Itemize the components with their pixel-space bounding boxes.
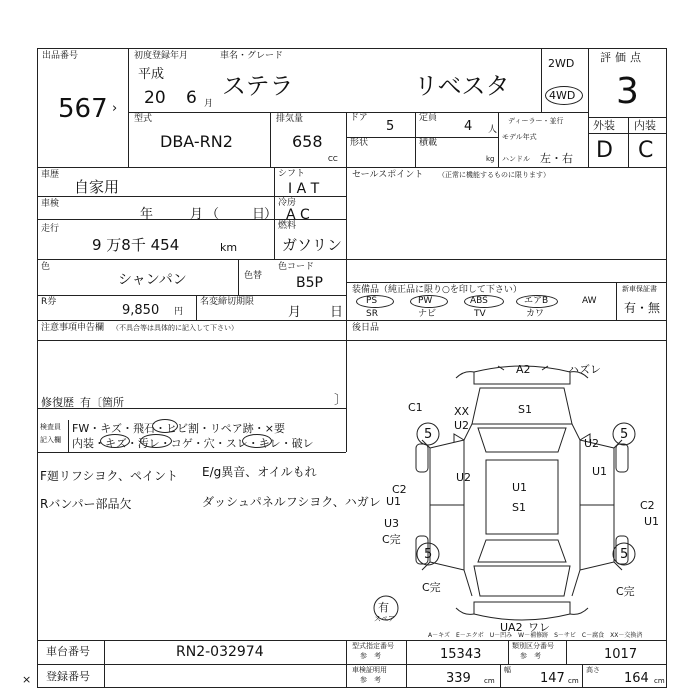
length-unit: cm [484,677,495,685]
dmg-xx: XX [454,405,470,418]
handwritten-note-3: E/g異音、オイルもれ [202,465,317,479]
ac: A C [286,207,310,223]
yen-unit: 円 [174,307,184,317]
dimensions-ref: 参 考 [360,676,381,684]
dmg-u2-left: U2 [456,471,472,484]
handle-value: 左・右 [540,152,573,165]
inspection-year: 年 [140,207,154,222]
lot-arrow: › [112,101,118,116]
interior-label: 内装 [634,119,656,132]
person-unit: 人 [488,125,498,135]
mileage: 9 万8千 454 [92,236,180,254]
chassis-label: 車台番号 [46,645,90,658]
month-unit: 月 [204,99,214,109]
dmg-c-kan-rear-right: C完 [616,585,635,598]
mileage-label: 走行 [41,224,60,234]
door-label: ドア [350,113,368,123]
circle-tobiishi [152,419,178,433]
circle-yogore [140,434,172,448]
tire-fr: 5 [620,427,629,442]
equip-aw: AW [582,296,597,306]
tire-fl: 5 [424,427,433,442]
damage-legend: A－キズ E－エクボ U－凹み W－補修跡 S－サビ C－腐食 XX－交換済 [428,632,643,639]
inspection-day: 日 [252,207,266,222]
color-code-label: 色コード [278,262,315,272]
exterior-grade: D [596,138,613,163]
repair-history-value: 有〔箇所 [80,396,124,409]
shape-label: 形状 [350,138,369,148]
cc-unit: CC [328,155,338,163]
kg-unit: kg [486,155,495,163]
fuel: ガソリン [282,236,343,254]
margin-mark: × [22,673,32,686]
name-change-month: 月 [288,305,302,320]
dmg-c-kan-rear-left: C完 [422,581,441,594]
equip-pw: PW [418,296,433,306]
dmg-u1-right: U1 [592,465,608,478]
registration-number-label: 登録番号 [46,670,90,683]
dmg-u2-front: U2 [454,419,470,432]
cc: 658 [292,132,323,151]
equip-abs: ABS [470,296,488,306]
chassis-number: RN2-032974 [176,644,264,660]
dimensions-label: 車検証明用 [352,666,387,674]
dmg-a2: A2 [516,363,531,376]
equip-leather: カワ [526,309,545,319]
warranty-label: 新車保証書 [622,285,657,293]
inspection-paren: （ [206,207,220,222]
dmg-u3: U3 [384,517,400,530]
length: 339 [446,671,471,686]
circle-sure [242,434,272,448]
dmg-u2-right: U2 [584,437,600,450]
dmg-u1-roof: U1 [512,481,528,494]
dmg-s1-hood: S1 [518,403,532,416]
model-year-label: モデル年式 [502,133,537,141]
notes-sub: （不具合等は具体的に記入して下さい） [112,324,238,332]
equipment-label: 装備品（純正品に限り○を印して下さい） [352,285,522,295]
type-designation-number: 15343 [440,647,482,662]
inspection-label: 車検 [41,199,60,209]
dmg-hazure: ハズレ [568,363,601,376]
drive-4wd: 4WD [549,89,576,102]
color: シャンパン [118,272,187,288]
circle-kizu [100,434,130,448]
inspector-label-1: 検査員 [40,423,61,431]
equip-sr: SR [366,309,378,319]
height: 164 [624,671,649,686]
color-label: 色 [41,262,51,272]
height-label: 高さ [586,666,600,674]
exterior-label: 外装 [593,119,615,132]
dmg-ware: ワレ [528,621,550,634]
height-unit: cm [654,677,665,685]
repair-history-label: 修復歴 [41,396,74,409]
cc-label: 排気量 [276,114,304,124]
dmg-u1-rside: U1 [644,515,660,528]
width: 147 [540,671,565,686]
dmg-u1-left: U1 [386,495,402,508]
spare-mark: 有 [378,601,389,614]
model-label: 型式 [134,114,153,124]
rear-items-label: 後日品 [352,323,380,333]
class-number-label: 類別区分番号 [512,642,554,650]
recycle-fee: 9,850 [122,303,160,318]
sales-point-note: （正常に機能するものに限ります） [438,171,550,179]
dmg-c1: C1 [408,401,423,414]
tire-rr: 5 [620,547,629,562]
score-label: 評価点 [600,51,645,64]
car-name-label: 車名・グレード [220,51,284,61]
dmg-c2-right: C2 [640,499,655,512]
km-unit: km [220,241,238,254]
inspector-label-2: 記入欄 [40,436,61,444]
dealer-label: ディーラー・並行 [508,117,564,125]
width-label: 幅 [504,666,511,674]
color-swap-label: 色替 [244,271,263,281]
dmg-c-kan-left: C完 [382,533,401,546]
drive-2wd: 2WD [548,57,575,70]
model: DBA-RN2 [160,132,233,151]
car-name: ステラ [222,72,294,100]
color-code: B5P [296,275,323,291]
capacity: 4 [464,119,473,134]
dmg-s1-roof: S1 [512,501,526,514]
registration-month: 6 [186,88,197,108]
type-designation-label: 型式指定番号 [352,642,394,650]
interior-grade: C [638,138,654,163]
ac-label: 冷房 [278,198,297,208]
class-number-ref: 参 考 [520,652,541,660]
shift: I A T [288,181,320,197]
equip-tv: TV [474,309,486,319]
notes-label: 注意事項申告欄 [41,323,105,333]
handwritten-note-1: F廻リフシヨク、ペイント [40,469,178,483]
name-change-day: 日 [330,305,344,320]
class-number: 1017 [604,647,638,662]
load-label: 積載 [419,138,438,148]
width-unit: cm [568,677,579,685]
doors: 5 [386,119,395,134]
history-label: 車歴 [41,170,60,180]
era: 平成 [138,67,165,82]
dmg-c2-left: C2 [392,483,407,496]
sales-point-label: セールスポイント [352,170,424,180]
inspection-month: 月 [190,207,204,222]
grade: リベスタ [414,72,510,100]
first-registration-label: 初度登録年月 [134,51,189,61]
handwritten-note-4: ダッシュパネルフシヨク、ハガレ [202,495,381,509]
equip-ps: PS [366,296,378,306]
equip-navi: ナビ [418,309,437,319]
history: 自家用 [74,178,120,196]
warranty: 有・無 [624,301,661,315]
lot-number: 567 [58,94,108,124]
handwritten-note-2: Rバンパー部品欠 [40,497,132,511]
tire-rl: 5 [424,547,433,562]
spare-label: スペア [374,615,395,623]
name-change-label: 名変締切期限 [200,297,255,307]
inspector-row-2: 内装・キズ・汚レ・コゲ・穴・スレ・キレ・破レ [72,437,314,450]
handle-label: ハンドル [502,155,530,163]
capacity-label: 定員 [419,113,438,123]
type-designation-ref: 参 考 [360,652,381,660]
equipment-row-1 [352,296,614,308]
recycle-label: R券 [41,297,57,307]
registration-year: 20 [144,88,166,108]
inspector-row-1: FW・キズ・飛石・ヒビ割・リペア跡・×要 [72,422,285,435]
inspection-paren-close: ） [264,207,278,222]
lot-label: 出品番号 [42,51,79,61]
dmg-ua2: UA2 [500,621,523,634]
repair-bracket-close: 〕 [334,393,348,408]
equip-airbag: エアB [524,296,549,306]
shift-label: シフト [278,169,306,179]
equipment-row-2 [352,310,614,320]
score: 3 [616,71,639,112]
fuel-label: 燃料 [278,221,297,231]
